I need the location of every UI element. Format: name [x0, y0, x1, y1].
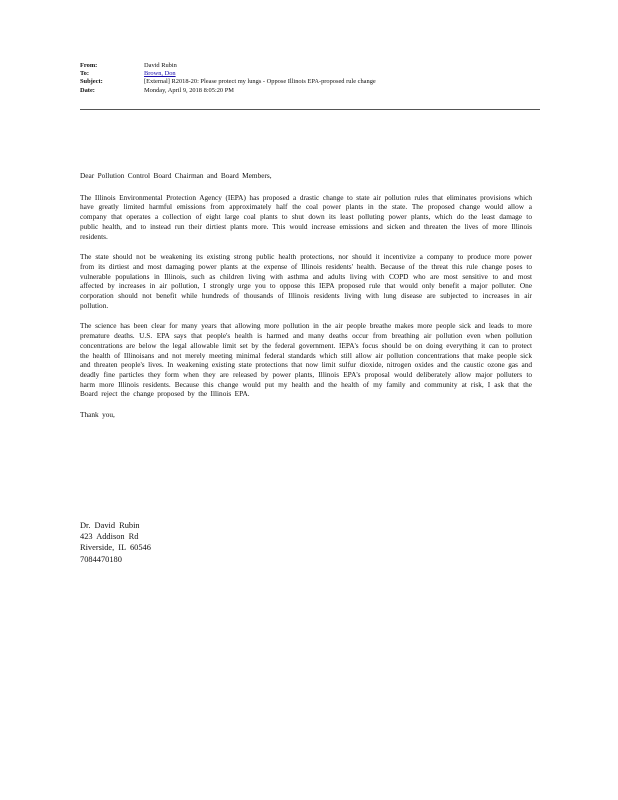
- header-divider: [80, 109, 540, 110]
- date-value: Monday, April 9, 2018 8:05:20 PM: [144, 86, 234, 94]
- date-row: [80, 87, 540, 95]
- paragraph-1: The Illinois Environmental Protection Agency (IEPA) has proposed a drastic change to state air pollution rules that eliminates provisions which have greatly limited harmful emissions from approximately half the coal power plants in the state. The proposed change would allow a company that operates a collection of eight large coal plants to shut down its least polluting power plants, which do the least damage to public health, and to instead run their dirtiest plants more. This would increase emissions and sicken and threaten the lives of more Illinois residents.: [80, 192, 532, 241]
- salutation: Dear Pollution Control Board Chairman and Board Members,: [80, 171, 272, 180]
- signature-city: Riverside, IL 60546: [80, 543, 151, 553]
- paragraph-2: The state should not be weakening its existing strong public health protections, nor should it incentivize a company to produce more power from its dirtiest and most damaging power plants at the expense of Illinois residents' health. Because of the threat this rule change poses to vulnerable populations in Illinois, such as children living with asthma and adults living with COPD who are most sensitive to and most affected by increases in air pollution, I strongly urge you to oppose this IEPA proposed rule that would only benefit a major polluter. One corporation should not benefit while hundreds of thousands of Illinois residents living with lung disease are subjected to increases in air pollution.: [80, 252, 532, 310]
- to-row: [80, 70, 540, 78]
- paragraph-3: The science has been clear for many years that allowing more pollution in the air people breathe makes more people sick and leads to more premature deaths. U.S. EPA says that people's health is harmed and many deaths occur from breathing air pollution even when pollution concentrations are below the legal allowable limit set by the federal government. IEPA's focus should be on doing everything it can to protect the health of Illinoisans and not merely meeting minimal federal standards which still allow air pollution concentrations that make people sick and threaten people's lives. In weakening existing state protections that now limit sulfur dioxide, nitrogen oxides and the caustic ozone gas and deadly fine particles they form when they are released by power plants, Illinois EPA's proposal would deliberately allow major polluters to harm more Illinois residents. Because this change would put my health and the health of my family and community at risk, I ask that the Board reject the change proposed by the Illinois EPA.: [80, 321, 532, 399]
- from-label: From:: [80, 62, 98, 69]
- to-label: To:: [80, 70, 89, 78]
- date-label: Date:: [80, 86, 95, 94]
- signature-name: Dr. David Rubin: [80, 521, 140, 530]
- from-row: [80, 62, 540, 70]
- letter-body: [80, 171, 532, 431]
- subject-label: Subject:: [80, 78, 103, 86]
- signature-street: 423 Addison Rd: [80, 532, 139, 542]
- signature-block: [80, 520, 151, 565]
- signature-phone: 7084470180: [80, 554, 122, 564]
- closing: Thank you,: [80, 410, 115, 420]
- subject-value: [External] R2018-20: Please protect my lungs - Oppose Illinois EPA-proposed rule change: [144, 78, 376, 86]
- to-link[interactable]: Brown, Don: [144, 70, 176, 78]
- from-value: David Rubin: [144, 62, 177, 69]
- subject-row: [80, 78, 540, 86]
- email-header: [80, 62, 540, 95]
